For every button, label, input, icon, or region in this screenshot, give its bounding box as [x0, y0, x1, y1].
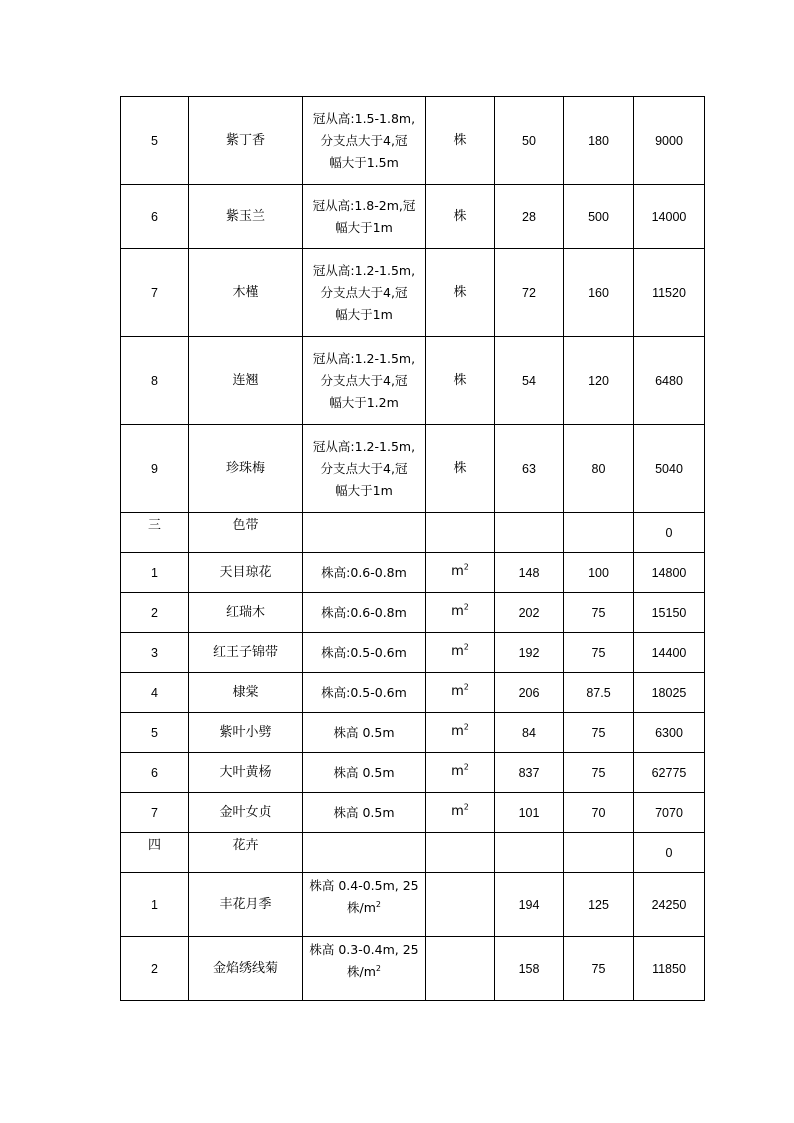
- unit-superscript: 2: [463, 602, 469, 612]
- cell-unit: [426, 513, 495, 553]
- cell-name: 连翘: [189, 337, 303, 425]
- unit-superscript: 2: [463, 682, 469, 692]
- table-row: [121, 593, 705, 633]
- cell-name: 大叶黄杨: [189, 753, 303, 793]
- cell-name: 金叶女贞: [189, 793, 303, 833]
- cell-index: 1: [121, 873, 189, 937]
- cell-name: 紫丁香: [189, 97, 303, 185]
- table-row: [121, 753, 705, 793]
- cell-total: 0: [634, 833, 705, 873]
- table-row: [121, 673, 705, 713]
- cell-spec: [303, 873, 426, 937]
- cell-spec-text: 株高:0.6-0.8m: [321, 604, 407, 620]
- cell-spec-text: 株高 0.5m: [333, 764, 395, 780]
- cell-spec-text: 株高 0.5m: [333, 724, 395, 740]
- cell-index: 8: [121, 337, 189, 425]
- cell-price: 160: [564, 249, 634, 337]
- cell-unit: [426, 937, 495, 1001]
- table-row: [121, 793, 705, 833]
- cell-price: [564, 833, 634, 873]
- cell-unit: 株: [426, 337, 495, 425]
- unit-superscript: 2: [463, 802, 469, 812]
- cell-unit: 株: [426, 97, 495, 185]
- cell-unit: 株: [426, 425, 495, 513]
- cell-spec: [303, 97, 426, 185]
- spec-superscript: 2: [375, 899, 381, 909]
- cell-total: 14400: [634, 633, 705, 673]
- cell-spec: [303, 553, 426, 593]
- cell-index: 6: [121, 753, 189, 793]
- cell-spec: [303, 425, 426, 513]
- unit-superscript: 2: [463, 722, 469, 732]
- cell-total: 14000: [634, 185, 705, 249]
- cell-qty: [495, 833, 564, 873]
- cell-spec-text: 冠从高:1.5-1.8m, 分支点大于4,冠 幅大于1.5m: [312, 110, 416, 170]
- cell-index: 2: [121, 937, 189, 1001]
- cell-name: 丰花月季: [189, 873, 303, 937]
- cell-spec: [303, 713, 426, 753]
- cell-spec-text: 冠从高:1.2-1.5m, 分支点大于4,冠 幅大于1m: [312, 438, 416, 498]
- cell-index: 4: [121, 673, 189, 713]
- cell-unit: 株: [426, 249, 495, 337]
- cell-index: 四: [121, 833, 189, 873]
- unit-text: m: [451, 764, 464, 779]
- cell-index: 3: [121, 633, 189, 673]
- unit-text: m: [451, 604, 464, 619]
- cell-total: 15150: [634, 593, 705, 633]
- cell-name: 天目琼花: [189, 553, 303, 593]
- cell-price: 87.5: [564, 673, 634, 713]
- cell-qty: 194: [495, 873, 564, 937]
- cell-unit: [426, 673, 495, 713]
- cell-spec: [303, 593, 426, 633]
- cell-qty: 101: [495, 793, 564, 833]
- cell-qty: [495, 513, 564, 553]
- cell-unit: [426, 713, 495, 753]
- cell-name: 花卉: [189, 833, 303, 873]
- cell-spec: [303, 937, 426, 1001]
- cell-index: 1: [121, 553, 189, 593]
- cell-price: [564, 513, 634, 553]
- cell-qty: 72: [495, 249, 564, 337]
- cell-price: 120: [564, 337, 634, 425]
- cell-price: 180: [564, 97, 634, 185]
- table-row: [121, 553, 705, 593]
- cell-total: 0: [634, 513, 705, 553]
- cell-qty: 192: [495, 633, 564, 673]
- cell-spec-text: 冠从高:1.8-2m,冠 幅大于1m: [312, 197, 416, 235]
- cell-spec: [303, 793, 426, 833]
- cell-qty: 84: [495, 713, 564, 753]
- unit-text: m: [451, 564, 464, 579]
- table-row: [121, 713, 705, 753]
- cell-total: 24250: [634, 873, 705, 937]
- cell-price: 75: [564, 753, 634, 793]
- cell-price: 80: [564, 425, 634, 513]
- cell-name: 金焰绣线菊: [189, 937, 303, 1001]
- cell-total: 11520: [634, 249, 705, 337]
- cell-unit: 株: [426, 185, 495, 249]
- cell-price: 75: [564, 713, 634, 753]
- cell-spec: [303, 337, 426, 425]
- cell-qty: 28: [495, 185, 564, 249]
- cell-qty: 206: [495, 673, 564, 713]
- section-row: [121, 513, 705, 553]
- cell-total: 62775: [634, 753, 705, 793]
- cell-name: 紫叶小劈: [189, 713, 303, 753]
- cell-total: 18025: [634, 673, 705, 713]
- unit-text: m: [451, 804, 464, 819]
- cell-unit: [426, 553, 495, 593]
- cell-price: 75: [564, 593, 634, 633]
- cell-spec-text: 株高:0.5-0.6m: [321, 644, 407, 660]
- cell-index: 5: [121, 97, 189, 185]
- cell-qty: 158: [495, 937, 564, 1001]
- cell-spec-text: 冠从高:1.2-1.5m, 分支点大于4,冠 幅大于1m: [312, 262, 416, 322]
- cell-price: 100: [564, 553, 634, 593]
- cell-name: 木槿: [189, 249, 303, 337]
- cell-name: 珍珠梅: [189, 425, 303, 513]
- cell-total: 14800: [634, 553, 705, 593]
- spec-text-main: 株高 0.4-0.5m, 25 株/m: [309, 878, 419, 915]
- section-row: [121, 833, 705, 873]
- cell-total: 5040: [634, 425, 705, 513]
- cell-index: 三: [121, 513, 189, 553]
- unit-superscript: 2: [463, 562, 469, 572]
- cell-spec: [303, 673, 426, 713]
- unit-text: m: [451, 684, 464, 699]
- cell-spec-text: 株高 0.5m: [333, 804, 395, 820]
- cell-name: 红瑞木: [189, 593, 303, 633]
- cell-qty: 202: [495, 593, 564, 633]
- cell-spec: [303, 249, 426, 337]
- cell-total: 7070: [634, 793, 705, 833]
- table-row: [121, 873, 705, 937]
- cell-spec: [303, 753, 426, 793]
- cell-total: 6300: [634, 713, 705, 753]
- cell-index: 9: [121, 425, 189, 513]
- spec-superscript: 2: [375, 963, 381, 973]
- cell-qty: 63: [495, 425, 564, 513]
- unit-superscript: 2: [463, 762, 469, 772]
- cell-index: 6: [121, 185, 189, 249]
- table-row: [121, 633, 705, 673]
- cell-index: 5: [121, 713, 189, 753]
- cell-price: 70: [564, 793, 634, 833]
- cell-spec-text: 冠从高:1.2-1.5m, 分支点大于4,冠 幅大于1.2m: [312, 350, 416, 410]
- cell-index: 7: [121, 249, 189, 337]
- cell-price: 500: [564, 185, 634, 249]
- table-body: [121, 97, 705, 1001]
- cell-qty: 148: [495, 553, 564, 593]
- unit-text: m: [451, 724, 464, 739]
- cell-price: 125: [564, 873, 634, 937]
- table-row: [121, 185, 705, 249]
- cell-price: 75: [564, 633, 634, 673]
- table-row: [121, 337, 705, 425]
- cell-name: 紫玉兰: [189, 185, 303, 249]
- cell-unit: [426, 873, 495, 937]
- table-row: [121, 937, 705, 1001]
- cell-qty: 54: [495, 337, 564, 425]
- table-row: [121, 97, 705, 185]
- table-row: [121, 249, 705, 337]
- cell-spec-text: [303, 939, 425, 983]
- cell-total: 6480: [634, 337, 705, 425]
- cell-spec: [303, 833, 426, 873]
- cell-spec-text: [303, 875, 425, 919]
- cell-qty: 50: [495, 97, 564, 185]
- cell-index: 7: [121, 793, 189, 833]
- plant-quantity-table: [120, 96, 705, 1001]
- cell-unit: [426, 793, 495, 833]
- unit-superscript: 2: [463, 642, 469, 652]
- cell-spec-text: 株高:0.6-0.8m: [321, 564, 407, 580]
- cell-qty: 837: [495, 753, 564, 793]
- cell-price: 75: [564, 937, 634, 1001]
- table-row: [121, 425, 705, 513]
- unit-text: m: [451, 644, 464, 659]
- cell-total: 11850: [634, 937, 705, 1001]
- cell-unit: [426, 633, 495, 673]
- spec-text-main: 株高 0.3-0.4m, 25 株/m: [309, 942, 419, 979]
- cell-index: 2: [121, 593, 189, 633]
- cell-unit: [426, 593, 495, 633]
- cell-name: 红王子锦带: [189, 633, 303, 673]
- cell-spec: [303, 185, 426, 249]
- cell-unit: [426, 833, 495, 873]
- cell-spec-text: 株高:0.5-0.6m: [321, 684, 407, 700]
- cell-spec: [303, 513, 426, 553]
- cell-name: 棣棠: [189, 673, 303, 713]
- cell-spec: [303, 633, 426, 673]
- cell-name: 色带: [189, 513, 303, 553]
- cell-total: 9000: [634, 97, 705, 185]
- cell-unit: [426, 753, 495, 793]
